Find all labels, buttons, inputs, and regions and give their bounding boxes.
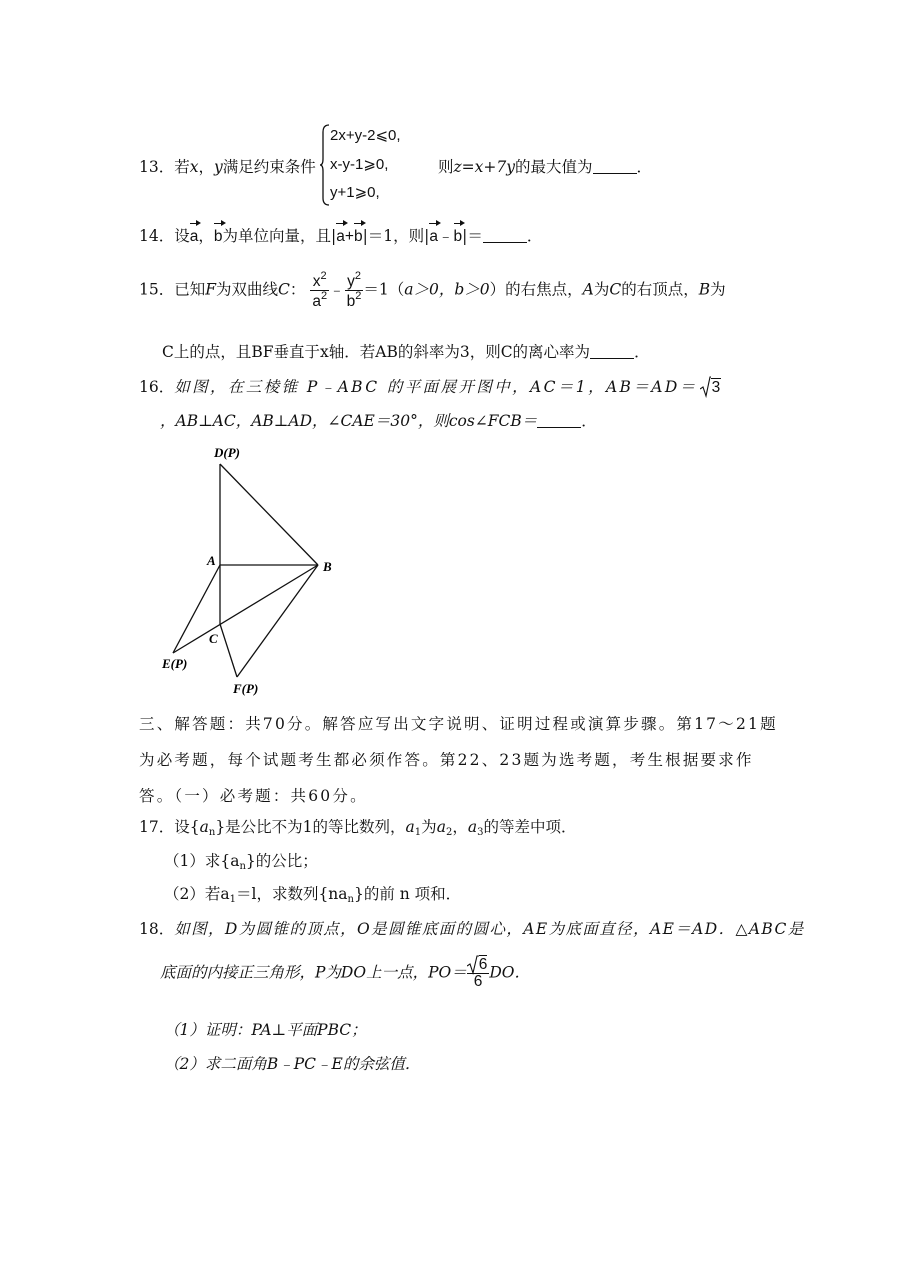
q16-answer-blank[interactable] [537, 413, 581, 428]
q18-line-2: 底面的内接正三角形，P为DO上一点，PO＝ $\frac{6}{6}$ DO． [160, 956, 530, 990]
edge-FB [237, 565, 318, 677]
q14-line: 14．设a，b为单位向量，且|a+b|＝1，则|a﹣b|＝ ． [139, 227, 543, 245]
q14-number: 14． [139, 227, 175, 245]
q18-number: 18． [139, 920, 175, 938]
q18-part-1: （1）证明：PA⊥平面PBC； [164, 1021, 367, 1039]
q16-line-2: ，AB⊥AC，AB⊥AD，∠CAE＝30°，则cos∠FCB＝ ． [160, 412, 597, 430]
fraction-y2-over-b2: $\frac{y^2}{b^2}$ [346, 270, 362, 310]
q13-number: 13． [139, 158, 175, 176]
fraction-x2-over-a2: $\frac{x^2}{a^2}$ [312, 270, 328, 310]
edge-EB [173, 565, 318, 653]
label-C: C [209, 631, 218, 646]
q13-answer-blank[interactable] [593, 159, 637, 174]
q17-part-2: （2）若$a_1=l$，求数列$\{na_n\}$的前 n 项和． [164, 885, 462, 905]
vector-a: a [429, 228, 438, 245]
q18-line-1: 18．如图，D为圆锥的顶点，O是圆锥底面的圆心，AE为底面直径，AE＝AD．△ABC是 [139, 920, 805, 938]
pyramid-net-diagram [150, 440, 370, 702]
sqrt-3: 3 [700, 379, 722, 398]
q14-answer-blank[interactable] [483, 228, 527, 243]
q17-part-1: （1）求$\{a_n\}$的公比； [164, 852, 318, 872]
q13-brace [320, 124, 330, 206]
q13-condition-2: x-y-1⩾0, [330, 156, 389, 173]
q17-number: 17． [139, 818, 175, 836]
q16-line-1: 16．如图，在三棱锥 P﹣ABC 的平面展开图中，AC＝1，AB＝AD＝ 3 [139, 378, 721, 396]
fraction-sqrt6-over-6: $\frac{6}{6}$ [467, 957, 490, 989]
vector-b: b [353, 228, 363, 245]
q15-line-2: C上的点，且BF垂直于x轴．若AB的斜率为3，则C的离心率为 ． [162, 343, 650, 361]
vector-b: b [213, 228, 223, 245]
vector-a: a [336, 228, 345, 245]
q16-number: 16． [139, 378, 175, 396]
label-A: A [207, 553, 216, 568]
q15-line-1: 15．已知F为双曲线C： $\frac{x^2}{a^2}$ ﹣ $\frac{y^2}{b^2}$ ＝1（a＞0，b＞0）的右焦点，A为C的右顶点，B为 [139, 270, 726, 310]
q15-number: 15． [139, 280, 175, 299]
q17-line: 17．设$\{a_n\}$是公比不为1的等比数列，$a_1$为$a_2$，$a_3$的等差中项． [139, 818, 577, 838]
q18-part-2: （2）求二面角B﹣PC﹣E的余弦值． [164, 1055, 421, 1073]
q13-condition-3: y+1⩾0, [330, 184, 380, 201]
vector-b: b [453, 228, 463, 245]
label-D: D(P) [214, 445, 240, 460]
q13-line: 13．若x，y满足约束条件 [139, 158, 316, 176]
edge-DB [220, 464, 318, 565]
q13-tail: 则z=x+7y的最大值为 ． [438, 158, 653, 176]
label-F: F(P) [233, 681, 259, 696]
edge-CF [220, 624, 237, 677]
vector-a: a [189, 228, 199, 245]
label-B: B [323, 559, 332, 574]
q15-answer-blank[interactable] [590, 344, 634, 359]
section-3-instructions: 三、解答题：共70分。解答应写出文字说明、证明过程或演算步骤。第17～21题为必考题，每个试题考生都必须作答。第22、23题为选考题，考生根据要求作答。（一）必考题：共60分。 [139, 715, 778, 805]
q13-condition-1: 2x+y-2⩽0, [330, 127, 401, 144]
label-E: E(P) [162, 656, 188, 671]
